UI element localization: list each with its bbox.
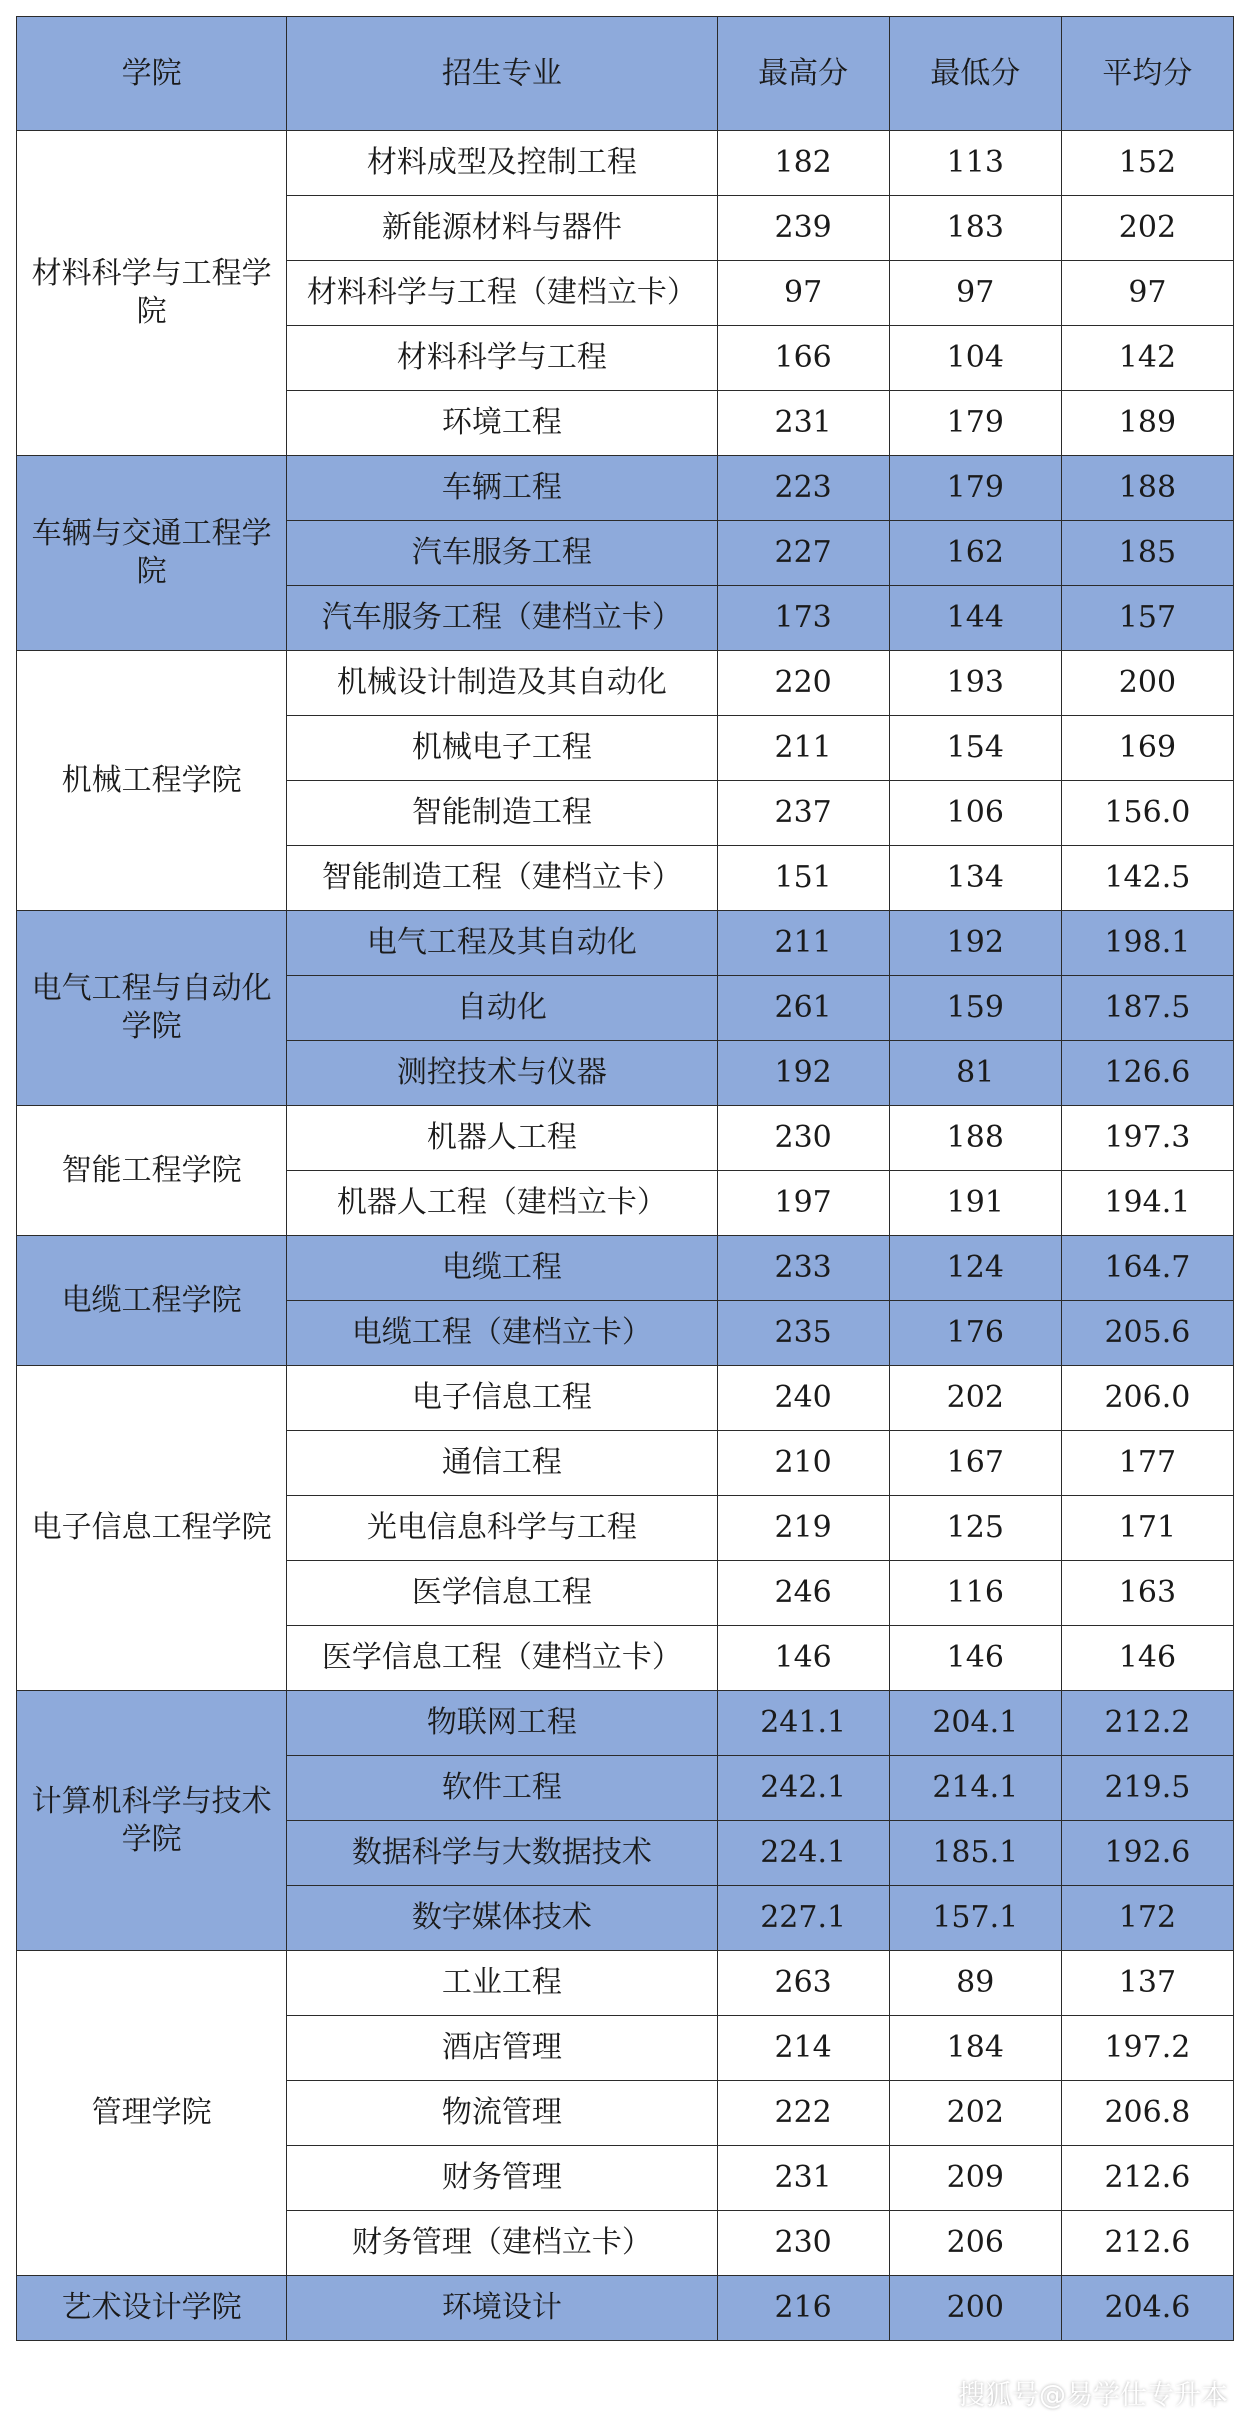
major-cell: 机械电子工程: [287, 716, 717, 781]
major-cell: 环境设计: [287, 2276, 717, 2341]
max-score-cell: 231: [717, 391, 889, 456]
max-score-cell: 263: [717, 1951, 889, 2016]
avg-score-cell: 206.0: [1061, 1366, 1233, 1431]
avg-score-cell: 142: [1061, 326, 1233, 391]
table-row: [17, 1236, 1234, 1301]
major-cell: 机器人工程: [287, 1106, 717, 1171]
major-cell: 环境工程: [287, 391, 717, 456]
min-score-cell: 167: [889, 1431, 1061, 1496]
header-min-score: 最低分: [889, 17, 1061, 131]
min-score-cell: 185.1: [889, 1821, 1061, 1886]
avg-score-cell: 192.6: [1061, 1821, 1233, 1886]
max-score-cell: 240: [717, 1366, 889, 1431]
header-max-score: 最高分: [717, 17, 889, 131]
max-score-cell: 192: [717, 1041, 889, 1106]
avg-score-cell: 152: [1061, 131, 1233, 196]
avg-score-cell: 204.6: [1061, 2276, 1233, 2341]
major-cell: 材料科学与工程（建档立卡）: [287, 261, 717, 326]
table-body: [17, 131, 1234, 2341]
major-cell: 酒店管理: [287, 2016, 717, 2081]
major-cell: 光电信息科学与工程: [287, 1496, 717, 1561]
max-score-cell: 239: [717, 196, 889, 261]
min-score-cell: 179: [889, 391, 1061, 456]
avg-score-cell: 164.7: [1061, 1236, 1233, 1301]
min-score-cell: 193: [889, 651, 1061, 716]
avg-score-cell: 212.2: [1061, 1691, 1233, 1756]
min-score-cell: 144: [889, 586, 1061, 651]
score-table: [16, 16, 1234, 2341]
avg-score-cell: 126.6: [1061, 1041, 1233, 1106]
header-avg-score: 平均分: [1061, 17, 1233, 131]
max-score-cell: 197: [717, 1171, 889, 1236]
max-score-cell: 216: [717, 2276, 889, 2341]
major-cell: 软件工程: [287, 1756, 717, 1821]
college-cell: 电气工程与自动化学院: [17, 911, 287, 1106]
min-score-cell: 200: [889, 2276, 1061, 2341]
major-cell: 数字媒体技术: [287, 1886, 717, 1951]
major-cell: 材料成型及控制工程: [287, 131, 717, 196]
avg-score-cell: 219.5: [1061, 1756, 1233, 1821]
max-score-cell: 223: [717, 456, 889, 521]
avg-score-cell: 97: [1061, 261, 1233, 326]
min-score-cell: 214.1: [889, 1756, 1061, 1821]
major-cell: 物联网工程: [287, 1691, 717, 1756]
major-cell: 机械设计制造及其自动化: [287, 651, 717, 716]
avg-score-cell: 206.8: [1061, 2081, 1233, 2146]
table-row: [17, 2276, 1234, 2341]
min-score-cell: 97: [889, 261, 1061, 326]
table-row: [17, 456, 1234, 521]
avg-score-cell: 205.6: [1061, 1301, 1233, 1366]
table-row: [17, 1951, 1234, 2016]
max-score-cell: 230: [717, 1106, 889, 1171]
max-score-cell: 211: [717, 716, 889, 781]
major-cell: 电子信息工程: [287, 1366, 717, 1431]
header-college: 学院: [17, 17, 287, 131]
college-cell: 车辆与交通工程学院: [17, 456, 287, 651]
min-score-cell: 157.1: [889, 1886, 1061, 1951]
max-score-cell: 97: [717, 261, 889, 326]
header-row: [17, 17, 1234, 131]
min-score-cell: 191: [889, 1171, 1061, 1236]
min-score-cell: 202: [889, 2081, 1061, 2146]
table-row: [17, 1691, 1234, 1756]
major-cell: 新能源材料与器件: [287, 196, 717, 261]
max-score-cell: 182: [717, 131, 889, 196]
major-cell: 医学信息工程（建档立卡）: [287, 1626, 717, 1691]
max-score-cell: 220: [717, 651, 889, 716]
avg-score-cell: 202: [1061, 196, 1233, 261]
watermark: 搜狐号@易学仕专升本: [958, 2380, 1228, 2411]
min-score-cell: 134: [889, 846, 1061, 911]
major-cell: 材料科学与工程: [287, 326, 717, 391]
min-score-cell: 113: [889, 131, 1061, 196]
min-score-cell: 206: [889, 2211, 1061, 2276]
max-score-cell: 151: [717, 846, 889, 911]
header-major: 招生专业: [287, 17, 717, 131]
max-score-cell: 235: [717, 1301, 889, 1366]
college-cell: 智能工程学院: [17, 1106, 287, 1236]
min-score-cell: 116: [889, 1561, 1061, 1626]
max-score-cell: 210: [717, 1431, 889, 1496]
avg-score-cell: 200: [1061, 651, 1233, 716]
min-score-cell: 176: [889, 1301, 1061, 1366]
min-score-cell: 188: [889, 1106, 1061, 1171]
min-score-cell: 104: [889, 326, 1061, 391]
min-score-cell: 125: [889, 1496, 1061, 1561]
table-row: [17, 651, 1234, 716]
avg-score-cell: 146: [1061, 1626, 1233, 1691]
table-row: [17, 1366, 1234, 1431]
major-cell: 医学信息工程: [287, 1561, 717, 1626]
avg-score-cell: 189: [1061, 391, 1233, 456]
min-score-cell: 106: [889, 781, 1061, 846]
min-score-cell: 179: [889, 456, 1061, 521]
avg-score-cell: 169: [1061, 716, 1233, 781]
avg-score-cell: 157: [1061, 586, 1233, 651]
min-score-cell: 204.1: [889, 1691, 1061, 1756]
avg-score-cell: 197.3: [1061, 1106, 1233, 1171]
avg-score-cell: 212.6: [1061, 2211, 1233, 2276]
max-score-cell: 233: [717, 1236, 889, 1301]
major-cell: 财务管理: [287, 2146, 717, 2211]
avg-score-cell: 156.0: [1061, 781, 1233, 846]
max-score-cell: 222: [717, 2081, 889, 2146]
min-score-cell: 89: [889, 1951, 1061, 2016]
avg-score-cell: 177: [1061, 1431, 1233, 1496]
major-cell: 智能制造工程（建档立卡）: [287, 846, 717, 911]
avg-score-cell: 171: [1061, 1496, 1233, 1561]
major-cell: 汽车服务工程: [287, 521, 717, 586]
min-score-cell: 146: [889, 1626, 1061, 1691]
college-cell: 管理学院: [17, 1951, 287, 2276]
max-score-cell: 230: [717, 2211, 889, 2276]
college-cell: 电子信息工程学院: [17, 1366, 287, 1691]
min-score-cell: 192: [889, 911, 1061, 976]
max-score-cell: 214: [717, 2016, 889, 2081]
max-score-cell: 242.1: [717, 1756, 889, 1821]
major-cell: 自动化: [287, 976, 717, 1041]
avg-score-cell: 212.6: [1061, 2146, 1233, 2211]
max-score-cell: 166: [717, 326, 889, 391]
min-score-cell: 124: [889, 1236, 1061, 1301]
major-cell: 财务管理（建档立卡）: [287, 2211, 717, 2276]
college-cell: 机械工程学院: [17, 651, 287, 911]
max-score-cell: 246: [717, 1561, 889, 1626]
major-cell: 工业工程: [287, 1951, 717, 2016]
max-score-cell: 227: [717, 521, 889, 586]
max-score-cell: 261: [717, 976, 889, 1041]
table-row: [17, 1106, 1234, 1171]
table-row: [17, 911, 1234, 976]
avg-score-cell: 185: [1061, 521, 1233, 586]
major-cell: 电气工程及其自动化: [287, 911, 717, 976]
avg-score-cell: 194.1: [1061, 1171, 1233, 1236]
max-score-cell: 211: [717, 911, 889, 976]
min-score-cell: 184: [889, 2016, 1061, 2081]
min-score-cell: 183: [889, 196, 1061, 261]
college-cell: 电缆工程学院: [17, 1236, 287, 1366]
avg-score-cell: 188: [1061, 456, 1233, 521]
min-score-cell: 154: [889, 716, 1061, 781]
major-cell: 机器人工程（建档立卡）: [287, 1171, 717, 1236]
max-score-cell: 231: [717, 2146, 889, 2211]
major-cell: 电缆工程（建档立卡）: [287, 1301, 717, 1366]
major-cell: 车辆工程: [287, 456, 717, 521]
major-cell: 通信工程: [287, 1431, 717, 1496]
min-score-cell: 159: [889, 976, 1061, 1041]
major-cell: 物流管理: [287, 2081, 717, 2146]
min-score-cell: 162: [889, 521, 1061, 586]
major-cell: 测控技术与仪器: [287, 1041, 717, 1106]
table-row: [17, 131, 1234, 196]
max-score-cell: 227.1: [717, 1886, 889, 1951]
max-score-cell: 219: [717, 1496, 889, 1561]
min-score-cell: 209: [889, 2146, 1061, 2211]
major-cell: 电缆工程: [287, 1236, 717, 1301]
avg-score-cell: 197.2: [1061, 2016, 1233, 2081]
max-score-cell: 173: [717, 586, 889, 651]
max-score-cell: 146: [717, 1626, 889, 1691]
min-score-cell: 202: [889, 1366, 1061, 1431]
max-score-cell: 224.1: [717, 1821, 889, 1886]
major-cell: 汽车服务工程（建档立卡）: [287, 586, 717, 651]
avg-score-cell: 198.1: [1061, 911, 1233, 976]
avg-score-cell: 137: [1061, 1951, 1233, 2016]
max-score-cell: 241.1: [717, 1691, 889, 1756]
college-cell: 材料科学与工程学院: [17, 131, 287, 456]
major-cell: 智能制造工程: [287, 781, 717, 846]
college-cell: 计算机科学与技术学院: [17, 1691, 287, 1951]
max-score-cell: 237: [717, 781, 889, 846]
college-cell: 艺术设计学院: [17, 2276, 287, 2341]
avg-score-cell: 163: [1061, 1561, 1233, 1626]
avg-score-cell: 142.5: [1061, 846, 1233, 911]
min-score-cell: 81: [889, 1041, 1061, 1106]
avg-score-cell: 172: [1061, 1886, 1233, 1951]
avg-score-cell: 187.5: [1061, 976, 1233, 1041]
major-cell: 数据科学与大数据技术: [287, 1821, 717, 1886]
